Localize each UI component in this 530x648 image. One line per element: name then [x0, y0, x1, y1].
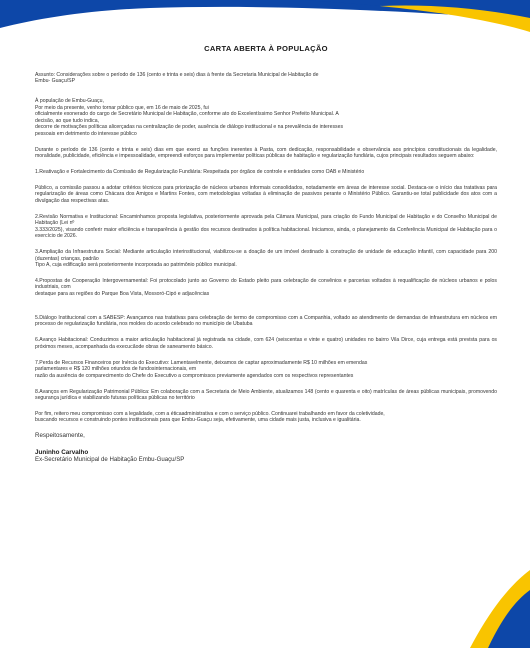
item-1-heading: 1.Reativação e Fortalecimento da Comissão de Regularização Fundiária: Respeitada por órgãos de controle e entidades como OAB e Ministério [35, 169, 365, 176]
item-8: 8.Avanços em Regularização Patrimonial Pública: Em colaboração com a Secretaria de Meio Ambiente, atualizamos 148 (cento e quarenta e oito) matrículas de áreas públicas municipais, promovendo segurança jurídica e viabilizando futuras políticas públicas no território [35, 388, 497, 401]
item-6: 6.Avanço Habitacional: Conduzimos a maior articulação habitacional já registrada na cidade, com 624 (seiscentas e vinte e quatro) unidades no bairro Vila Dirce, cuja entrega está prevista para os próximos meses, acompanhada da execucãode obras de saneamento básico. [35, 337, 497, 350]
item-7: 7.Perda de Recursos Financeiros por Inércia do Executivo: Lamentavelmente, deixamos de captar aproximadamente R$ 10 milhões em emendas parlamentares e R$ 120 milhões oriundos de fundosinternacionais, em razão da ausência de comparecimento do Chefe do Executivo a compromissos previamente agendados com os respectivos representantes [35, 359, 368, 379]
greeting: Respeitosamente, [35, 432, 85, 440]
letter-content [35, 44, 497, 464]
letter-intro: À população de Embu-Guaçu, Por meio da presente, venho tornar público que, em 16 de maio de 2025, fui oficialmente exonerado do cargo de Secretário Municipal de Habitação, conforme ato do Excelentíssimo Senhor Prefeito Municipal. A decisão, ao que tudo indica, decorre de motivações políticas alicerçadas na centralização de poder, ausência de diálogo institucional e na prevalência de interesses pessoais em detrimento do interesse público [35, 98, 344, 137]
item-1-body: Público, a comissão passou a adotar critérios técnicos para priorização de núcleos urbanos informais consolidados, notadamente em áreas de interesse social. Destaca-se o início das tratativas para regularização de áreas como Chácara dos Amigos e Martins Fontes, com metodologias voltadas à eliminação de passivos perante o Ministério Público. Garantiu-se total publicidade dos atos com a divulgação das respectivas atas. [35, 184, 497, 204]
item-5: 5.Diálogo Institucional com a SABESP: Avançamos nas tratativas para celebração de termo de compromisso com a Companhia, voltado ao atendimento de demandas de infraestrutura em núcleos em processo de regularização fundiária, nos moldes do acordo celebrado no município de Ubatuba [35, 314, 497, 328]
item-3: 3.Ampliação da Infraestrutura Social: Mediante articulação interinstitucional, viabilizou-se a doação de um imóvel destinado à construção de unidade de educação infantil, com capacidade para 200 (duzentas) crianças, padrão Tipo A, cuja edificação será posteriormente incorporada ao patrimônio público municipal. [35, 249, 497, 269]
item-2: 2.Revisão Normativa e Institucional: Encaminhamos proposta legislativa, posteriormente aprovada pela Câmara Municipal, para criação do Fundo Municipal de Habitação e do Conselho Municipal de Habitação (Lei nº 3.333/2025), visando conferir maior eficiência e transparência à gestão dos recursos destinados à política habitacional. Iniciamos, ainda, o planejamento da Conferência Municipal de Habitação para o exercício de 2026. [35, 213, 497, 240]
signature-name: Juninho Carvalho [35, 448, 89, 456]
closing-paragraph: Por fim, reitero meu compromisso com a legalidade, com a éticaadministrativa e com o serviço público. Continuarei trabalhando em favor da coletividade, buscando recursos e construindo pontes institucionais para que Embu-Guaçu seja, efetivamente, uma cidade mais justa, inclusiva e igualitária. [35, 410, 385, 424]
signature-role: Ex-Secretário Municipal de Habitação Embu-Guaçu/SP [35, 456, 185, 464]
letter-title: CARTA ABERTA À POPULAÇÃO [204, 44, 328, 53]
item-4: 4.Propostas de Cooperação Intergovernamental: Foi protocolado junto ao Governo do Estado pleito para celebração de convênios e parcerias voltados à requalificação de núcleos urbanos e polos industriais, com destaque para as regiões do Parque Boa Vista, Mossoró-Cipó e adjacências [35, 278, 497, 297]
period-paragraph: Durante o período de 136 (cento e trinta e seis) dias em que exerci as funções inerentes à Pasta, com dedicação, responsabilidade e observância aos princípios constitucionais da legalidade, moralidade, publicidade, eficiência e impessoalidade, empreendi esforços para implementar políticas públicas de habitação e regularização fundiária, cujos principais resultados seguem abaixo: [35, 146, 497, 160]
letter-subject: Assunto: Considerações sobre o período de 136 (cento e trinta e seis) dias à frente da Secretaria Municipal de Habitação de Embu- Guaçu/SP [35, 72, 319, 85]
